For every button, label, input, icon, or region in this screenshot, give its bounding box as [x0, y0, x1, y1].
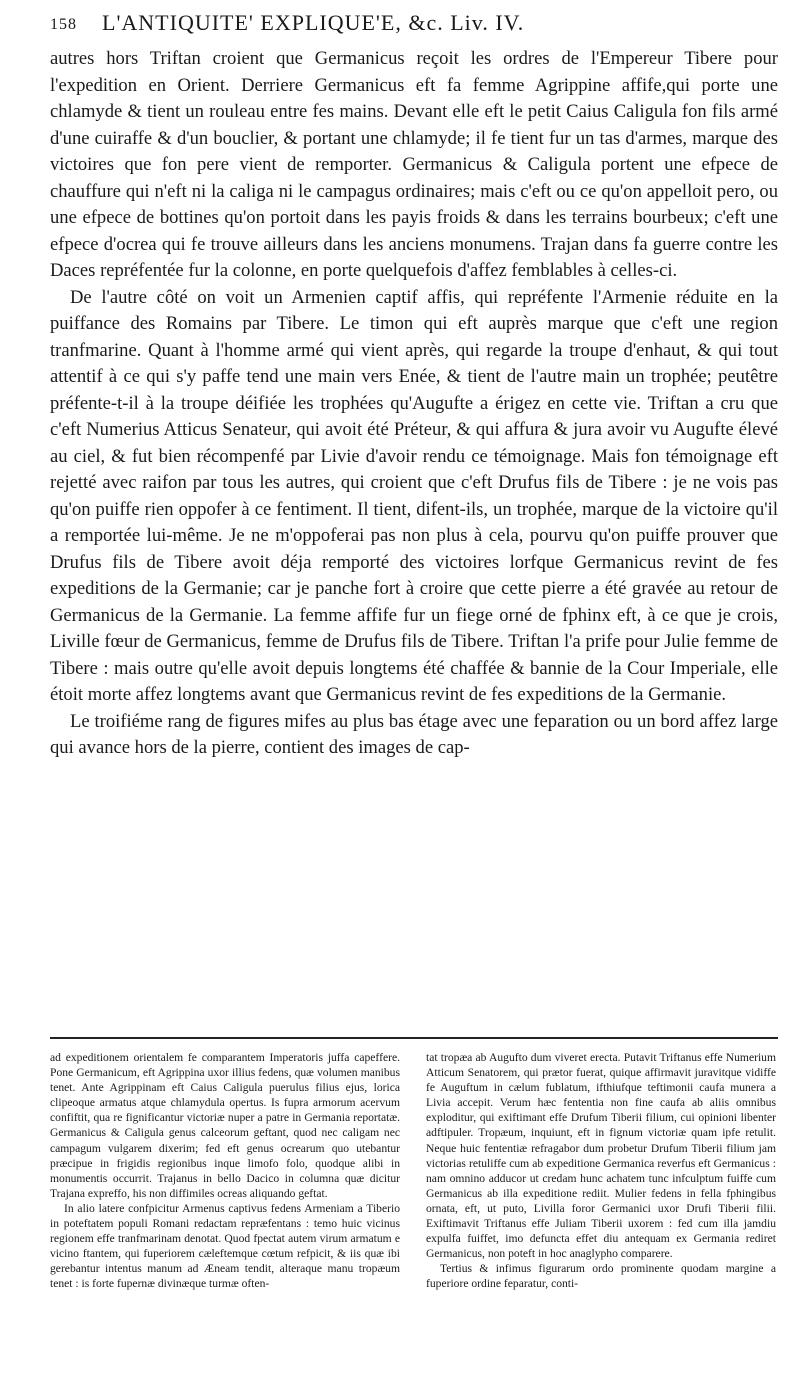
paragraph-1: autres hors Triftan croient que Germanicus reçoit les ordres de l'Empereur Tibere pour l'expedition en Orient. Derriere Germanicus eft fa femme Agrippine affife,qui porte une chlamyde & tient un rouleau entre fes mains. Devant elle eft le petit Caius Caligula fon fils armé d'une cuiraffe & d'un bouclier, & portant une chlamyde; il fe tient fur un tas d'armes, marque des victoires que fon pere vient de remporter. Germanicus & Caligula portent une efpece de chauffure qui n'eft ni la caliga ni le campagus ordinaires; mais c'eft ou ce qu'on appelloit pero, ou une efpece de bottines qu'on portoit dans les payis froids & dans les terrains bourbeux; c'eft une efpece d'ocrea qui fe trouve ailleurs dans les anciens monumens. Trajan dans fa guerre contre les Daces repréfentée fur la colonne, en porte quelquefois d'affez femblables à celles-ci. [50, 48, 778, 281]
running-head [50, 10, 780, 44]
footnote-right-paragraph-1: tat tropæa ab Augufto dum viveret erecta. Putavit Triftanus effe Numerium Atticum Senatorem, qui prætor fuerat, quique affirmavit juravitque vidiffe fe Auguftum in cælum fublatum, ifthiufque teftimonii caufa munera a Livia accepit. Verum hæc fententia non fine caufa ab aliis omnibus exploditur, qui exiftimant effe Drufum Tiberii filium, cui opinioni libenter adftipuler. Tropæum, inquiunt, eft in fignum victoriæ quam ipfe retulit. Neque huic fententiæ refragabor dum probetur Drufum Tiberii filium jam victorias retuliffe cum ab expeditione Germanica reverfus eft Germanicus : nam omnino adducor ut credam hunc achatem tunc infculptum fuiffe cum Germanicus ab illa expeditione rediit. Mulier fedens in fella fphingibus ornata, eft, ut puto, Livilla foror Germanici uxor Drufi Tiberii filii. Exiftimavit Triftanus effe Juliam Tiberii uxorem : fed cum illa jamdiu expulfa fuiffet, imo defuncta effet diu antequam ex Germania rediret Germanicus, non poteft in hoc anaglypho comparere. [426, 1051, 776, 1261]
running-title: L'ANTIQUITE' EXPLIQUE'E, &c. Liv. IV. [102, 10, 525, 35]
footnote-column-left [50, 1050, 400, 1292]
paragraph-3: Le troifiéme rang de figures mifes au plus bas étage avec une feparation ou un bord affez large qui avance hors de la pierre, contient des images de cap- [50, 710, 778, 758]
footnote-left-paragraph-2: In alio latere confpicitur Armenus captivus fedens Armeniam a Tiberio in poteftatem populi Romani redactam repræfentans : temo huic vicinus regionem effe tranfmarinam denotat. Quod fpectat autem virum armatum e vicino ftantem, qui fuperiorem cæleftemque cœtum refpicit, & iis quæ ibi gerebantur intentus manum ad Æneam tendit, alteraque manu tropæum tenet : is forte fupernæ divinæque turmæ often- [50, 1201, 400, 1291]
footnote-left-paragraph-1: ad expeditionem orientalem fe comparantem Imperatoris juffa capeffere. Pone Germanicum, eft Agrippina uxor illius fedens, quæ volumen manibus tenet. Ante Agrippinam eft Caius Caligula puerulus filius ejus, lorica clipeoque armatus atque chlamydula opertus. Is fupra armorum acervum confiftit, qua re fignificantur victoriæ nuper a patre in Germania reportatæ. Germanicus & Caligula genus calceorum geftant, quod nec caligam nec campagum vulgarem dixerim; fed eft genus ocrearum quo utebantur præcipue in frigidis regionibus inque limofo folo, quodque alibi in monumentis occurrit. Trajanus in bello Dacico in columna quæ dicitur Trajana expreffo, his non diffimiles ocreas aliquando geftat. [50, 1051, 400, 1200]
footnote-right-paragraph-2: Tertius & infimus figurarum ordo prominente quodam margine a fuperiore ordine feparatur, conti- [426, 1262, 776, 1291]
paragraph-2: De l'autre côté on voit un Armenien captif affis, qui repréfente l'Armenie réduite en la puiffance des Romains par Tibere. Le timon qui eft auprès marque que c'eft une region tranfmarine. Quant à l'homme armé qui vient après, qui regarde la troupe d'enhaut, & qui tout attentif à ce qui s'y paffe tend une main vers Enée, & tient de l'autre main un trophée; peutêtre préfente-t-il à la troupe déifiée les trophées qu'Augufte a érigez en cette vie. Triftan a cru que c'eft Numerius Atticus Senateur, qui avoit été Préteur, & qui affura & jura avoir vu Augufte élevé au ciel, & fut bien récompenfé par Livie d'avoir rendu ce témoignage. Mais fon témoignage eft rejetté avec raifon par tous les autres, qui croient que c'eft Drufus fils de Tibere : je ne vois pas qu'on puiffe rien oppofer à ce fentiment. Il tient, difent-ils, un trophée, marque de la victoire qu'il a remportée lui-même. Je ne m'oppoferai pas non plus à cela, pourvu qu'on puiffe prouver que Drufus fils de Tibere avoit déja remporté des victoires lorfque Germanicus revint de fes expeditions de la Germanie; car je panche fort à croire que cette pierre a été gravée au retour de Germanicus de la Germanie. La femme affife fur un fiege orné de fphinx eft, à ce que je crois, Liville fœur de Germanicus, femme de Drufus fils de Tibere. Triftan l'a prife pour Julie femme de Tibere : mais outre qu'elle avoit depuis longtems été chaffée & bannie de la Cour Imperiale, elle étoit morte affez longtems avant que Germanicus revint de fes expeditions de la Germanie. [50, 286, 778, 705]
footnote-divider [50, 1037, 778, 1039]
main-text [50, 46, 778, 762]
footnote-column-right [426, 1050, 776, 1292]
page-number: 158 [50, 16, 77, 33]
